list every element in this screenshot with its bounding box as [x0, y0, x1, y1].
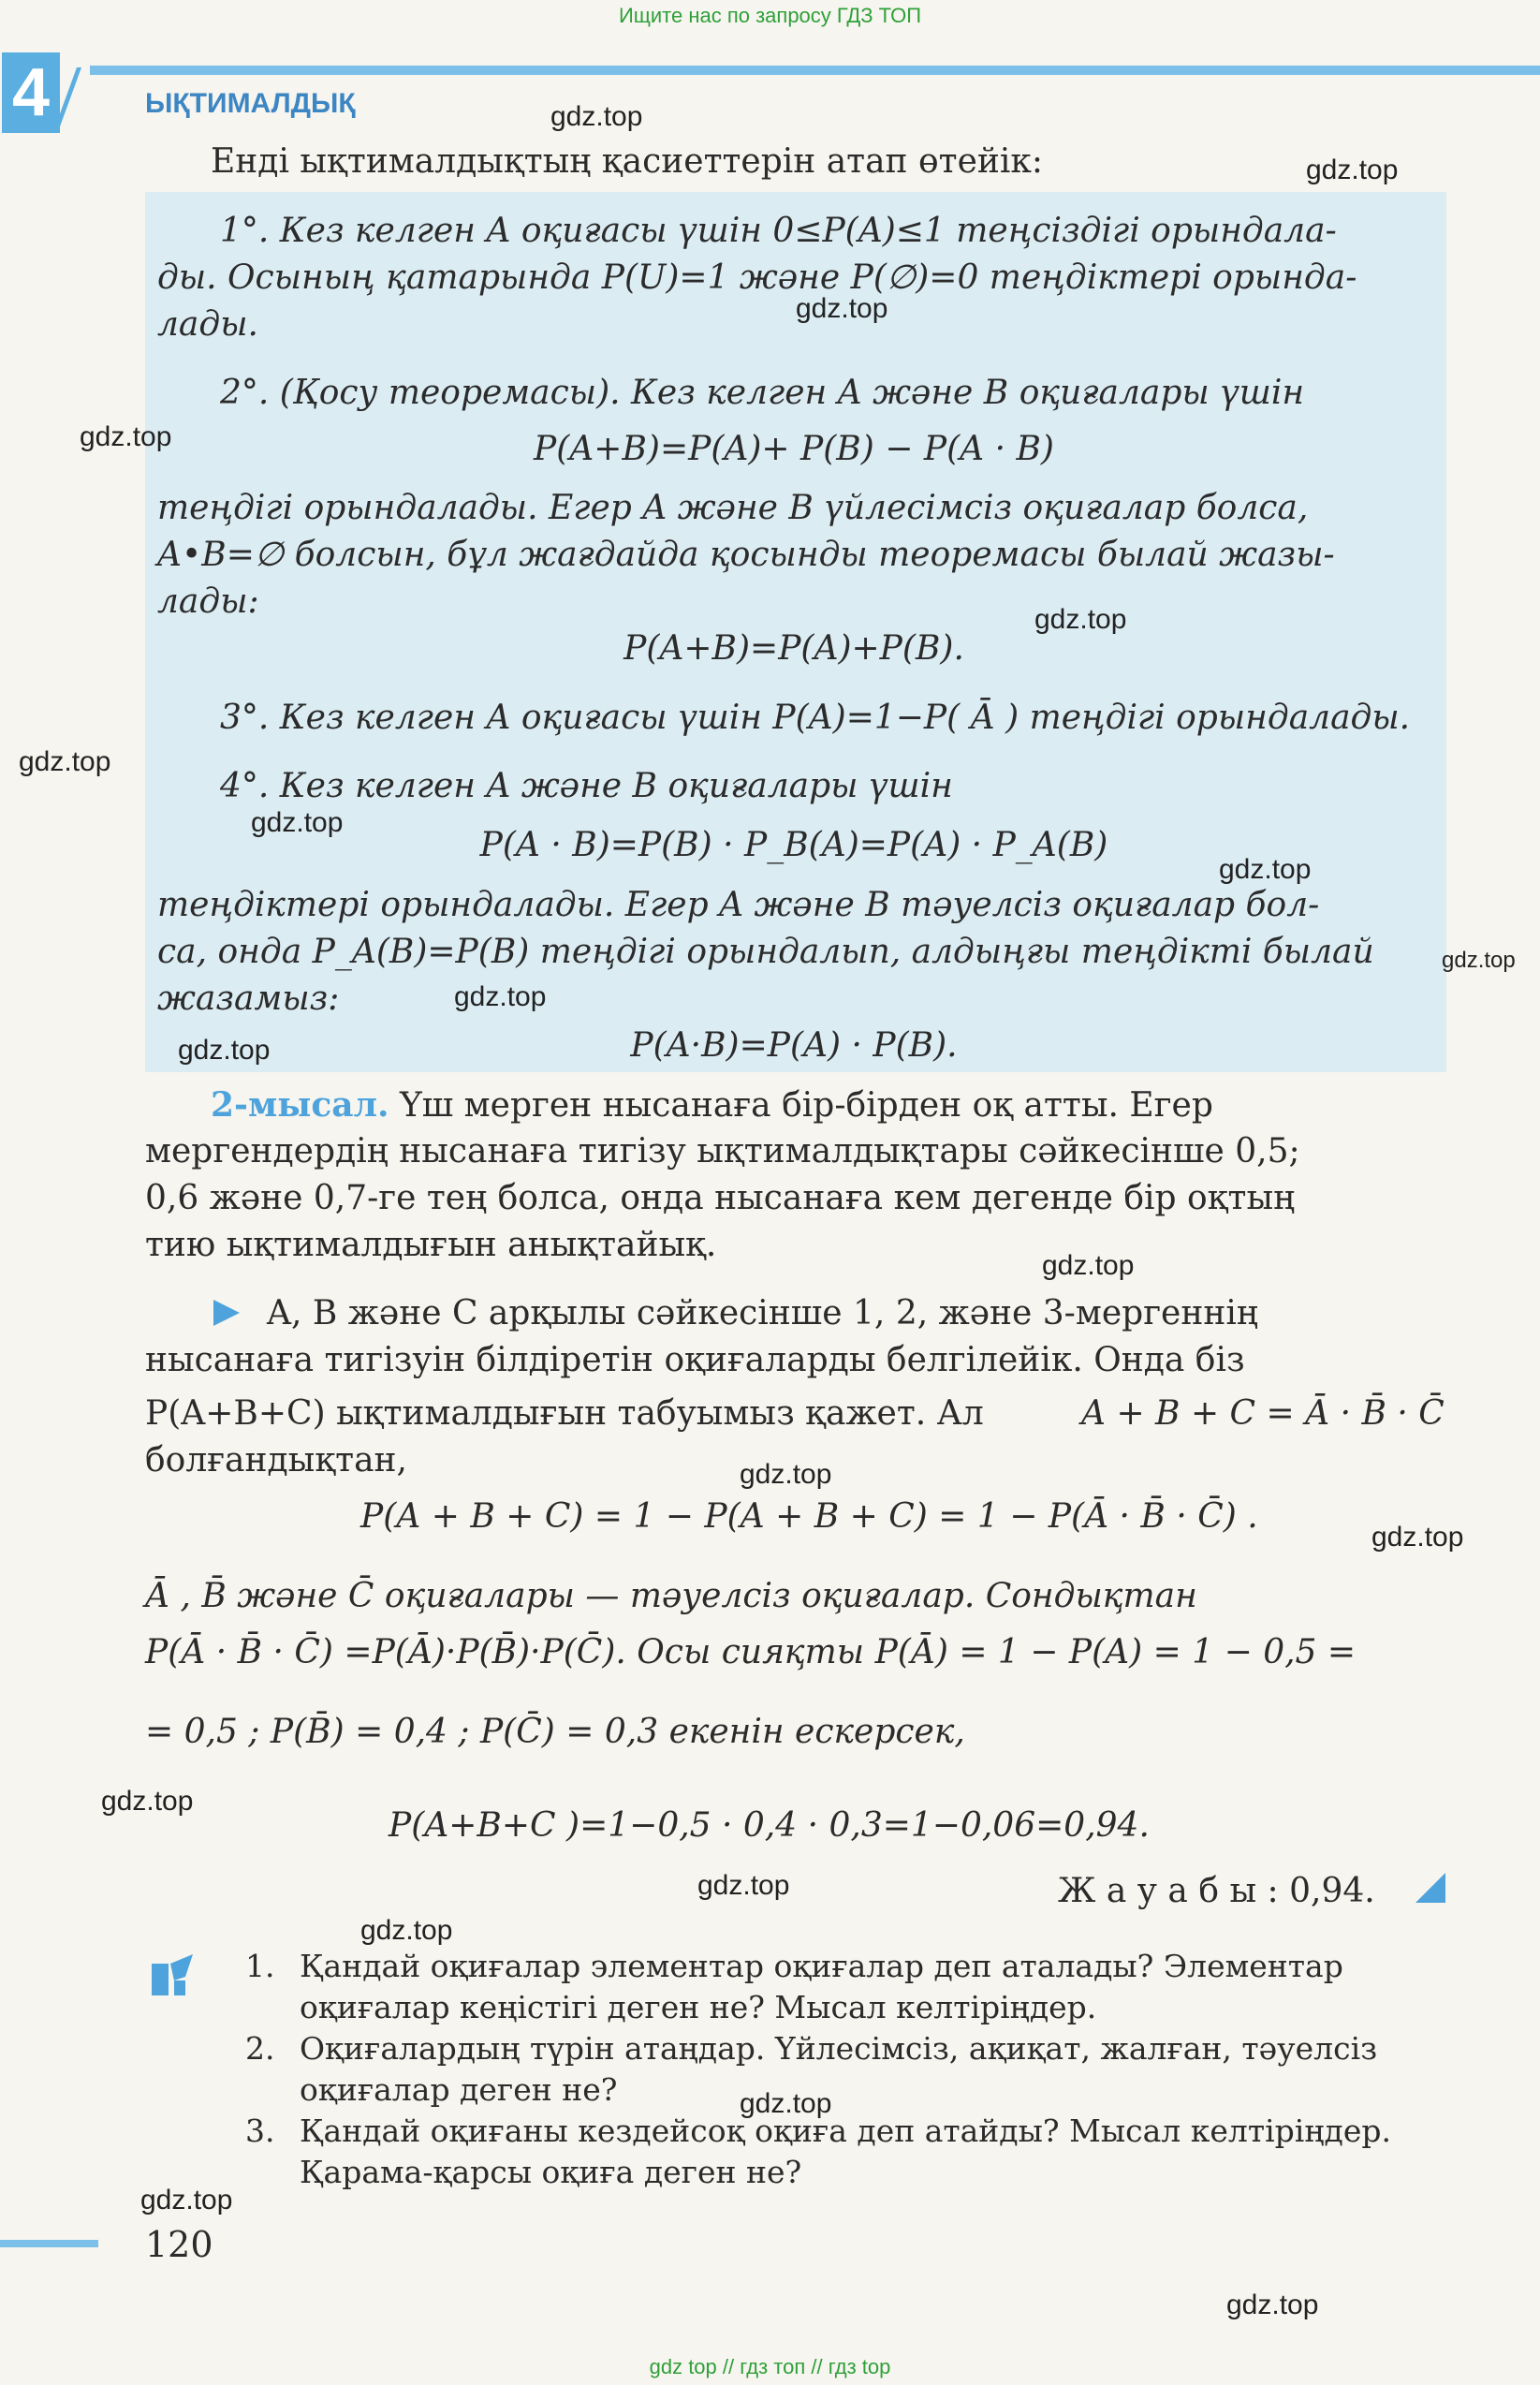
solution-line3: P(A+B+C) ықтималдығын табуымыз қажет. Ал: [145, 1394, 984, 1433]
example-line3: 0,6 және 0,7-ге тең болса, онда нысанаға кем дегенде бір оқтың: [145, 1179, 1296, 1217]
question-3-line1: Қандай оқиғаны кездейсоқ оқиға деп атайды? Мысал келтіріңдер.: [300, 2113, 1391, 2149]
question-2-line1: Оқиғалардың түрін атаңдар. Үйлесімсіз, ақиқат, жалған, тәуелсіз: [300, 2030, 1378, 2067]
solution-line6: P(Ā · B̄ · C̄) =P(Ā)·P(B̄)·P(C̄). Осы сияқты P(Ā) = 1 − P(A) = 1 − 0,5 =: [145, 1633, 1357, 1671]
page-number: 120: [145, 2224, 213, 2265]
watermark: gdz.top: [251, 807, 344, 838]
solution-line2: нысанаға тигізуін білдіретін оқиғаларды белгілейік. Онда біз: [145, 1341, 1245, 1379]
chapter-number: 4: [2, 52, 60, 133]
solution-formula1: P(A + B + C) = 1 − P(A + B + C) = 1 − P(Ā · B̄ · C̄) .: [360, 1497, 1258, 1536]
solution-start-icon: [213, 1300, 240, 1326]
question-3-num: 3.: [245, 2113, 275, 2149]
prop4-line1: 4°. Кез келген A және B оқиғалары үшін: [220, 767, 953, 805]
watermark: gdz.top: [550, 101, 643, 132]
question-1-num: 1.: [245, 1948, 275, 1984]
watermark: gdz.top: [19, 746, 111, 777]
solution-line1: A, B және C арқылы сәйкесінше 1, 2, және 3-мергеннің: [267, 1294, 1258, 1332]
prop2-formula: P(A+B)=P(A)+ P(B) − P(A · B): [534, 430, 1054, 468]
watermark: gdz.top: [740, 2088, 832, 2119]
prop2-formula2: P(A+B)=P(A)+P(B).: [623, 629, 964, 668]
chapter-title: ЫҚТИМАЛДЫҚ: [145, 88, 356, 119]
watermark: gdz.top: [796, 293, 888, 324]
watermark: gdz.top: [1371, 1522, 1464, 1553]
page-rule: [0, 2240, 98, 2247]
prop4-line4: жазамыз:: [157, 979, 340, 1018]
prop4-formula2: P(A·B)=P(A) · P(B).: [630, 1026, 958, 1065]
example-line1: [211, 1082, 1446, 1129]
question-1-line2: оқиғалар кеңістігі деген не? Мысал келтіріңдер.: [300, 1989, 1097, 2025]
watermark: gdz.top: [1226, 2289, 1319, 2320]
watermark: gdz.top: [697, 1870, 790, 1901]
watermark: gdz.top: [454, 981, 547, 1012]
top-link[interactable]: Ищите нас по запросу ГДЗ ТОП: [618, 4, 922, 27]
prop4-formula: P(A · B)=P(B) · P_B(A)=P(A) · P_A(B): [479, 826, 1108, 864]
prop2-line3: A•B=∅ болсын, бұл жағдайда қосынды теоремасы былай жазы-: [157, 536, 1335, 574]
watermark: gdz.top: [740, 1459, 832, 1490]
watermark: gdz.top: [80, 421, 172, 452]
solution-line4: болғандықтан,: [145, 1441, 407, 1480]
prop3-line: 3°. Кез келген A оқиғасы үшін P(A)=1−P( Ā ) теңдігі орындалады.: [220, 699, 1411, 737]
solution-line3-formula: A + B + C = Ā · B̄ · C̄: [1081, 1394, 1445, 1433]
question-2-num: 2.: [245, 2030, 275, 2067]
watermark: gdz.top: [1306, 155, 1399, 185]
questions-icon: [150, 1952, 197, 1997]
watermark: gdz.top: [1034, 604, 1127, 635]
prop2-line4: лады:: [157, 582, 259, 621]
watermark: gdz.top: [140, 2185, 233, 2216]
prop1-line3: лады.: [157, 305, 258, 344]
solution-line7: = 0,5 ; P(B̄) = 0,4 ; P(C̄) = 0,3 екенін ескерсек,: [145, 1713, 965, 1751]
question-2-line2: оқиғалар деген не?: [300, 2071, 618, 2108]
prop1-line1: 1°. Кез келген A оқиғасы үшін 0≤P(A)≤1 теңсіздігі орындала-: [220, 212, 1337, 250]
watermark: gdz.top: [1042, 1250, 1135, 1281]
watermark: gdz.top: [101, 1786, 194, 1817]
watermark: gdz.top: [1442, 948, 1516, 973]
chapter-slash: [54, 67, 104, 129]
watermark: gdz.top: [178, 1035, 271, 1066]
prop2-line1: 2°. (Қосу теоремасы). Кез келген A және B оқиғалары үшін: [220, 374, 1305, 412]
question-1-line1: Қандай оқиғалар элементар оқиғалар деп аталады? Элементар: [300, 1948, 1343, 1984]
prop4-line3: са, онда P_A(B)=P(B) теңдігі орындалып, алдыңғы теңдікті былай: [157, 933, 1374, 971]
bottom-links[interactable]: gdz top // гдз топ // гдз top: [649, 2355, 891, 2378]
prop2-line2: теңдігі орындалады. Егер A және B үйлесімсіз оқиғалар болса,: [157, 489, 1309, 527]
example-line4: тию ықтималдығын анықтайық.: [145, 1226, 717, 1264]
solution-formula2: P(A+B+C )=1−0,5 · 0,4 · 0,3=1−0,06=0,94.: [389, 1806, 1150, 1845]
prop4-line2: теңдіктері орындалады. Егер A және B тәуелсіз оқиғалар бол-: [157, 886, 1320, 924]
solution-line5: Ā , B̄ және C̄ оқиғалары — тәуелсіз оқиғалар. Сондықтан: [145, 1577, 1197, 1615]
prop1-line2: ды. Осының қатарында P(U)=1 және P(∅)=0 теңдіктері орында-: [157, 258, 1357, 297]
answer: Ж а у а б ы : 0,94.: [1058, 1872, 1375, 1910]
intro-text: Енді ықтималдықтың қасиеттерін атап өтейік:: [211, 142, 1044, 181]
example-line2: мергендердің нысанаға тигізу ықтималдықтары сәйкесінше 0,5;: [145, 1132, 1300, 1170]
example-label: 2-мысал.: [211, 1085, 389, 1125]
question-3-line2: Қарама-қарсы оқиға деген не?: [300, 2154, 802, 2190]
watermark: gdz.top: [360, 1915, 453, 1946]
watermark: gdz.top: [1219, 854, 1312, 885]
chapter-rule: [90, 66, 1540, 75]
solution-end-icon: [1415, 1873, 1445, 1903]
example-text-1: Үш мерген нысанаға бір-бірден оқ атты. Егер: [399, 1086, 1213, 1125]
